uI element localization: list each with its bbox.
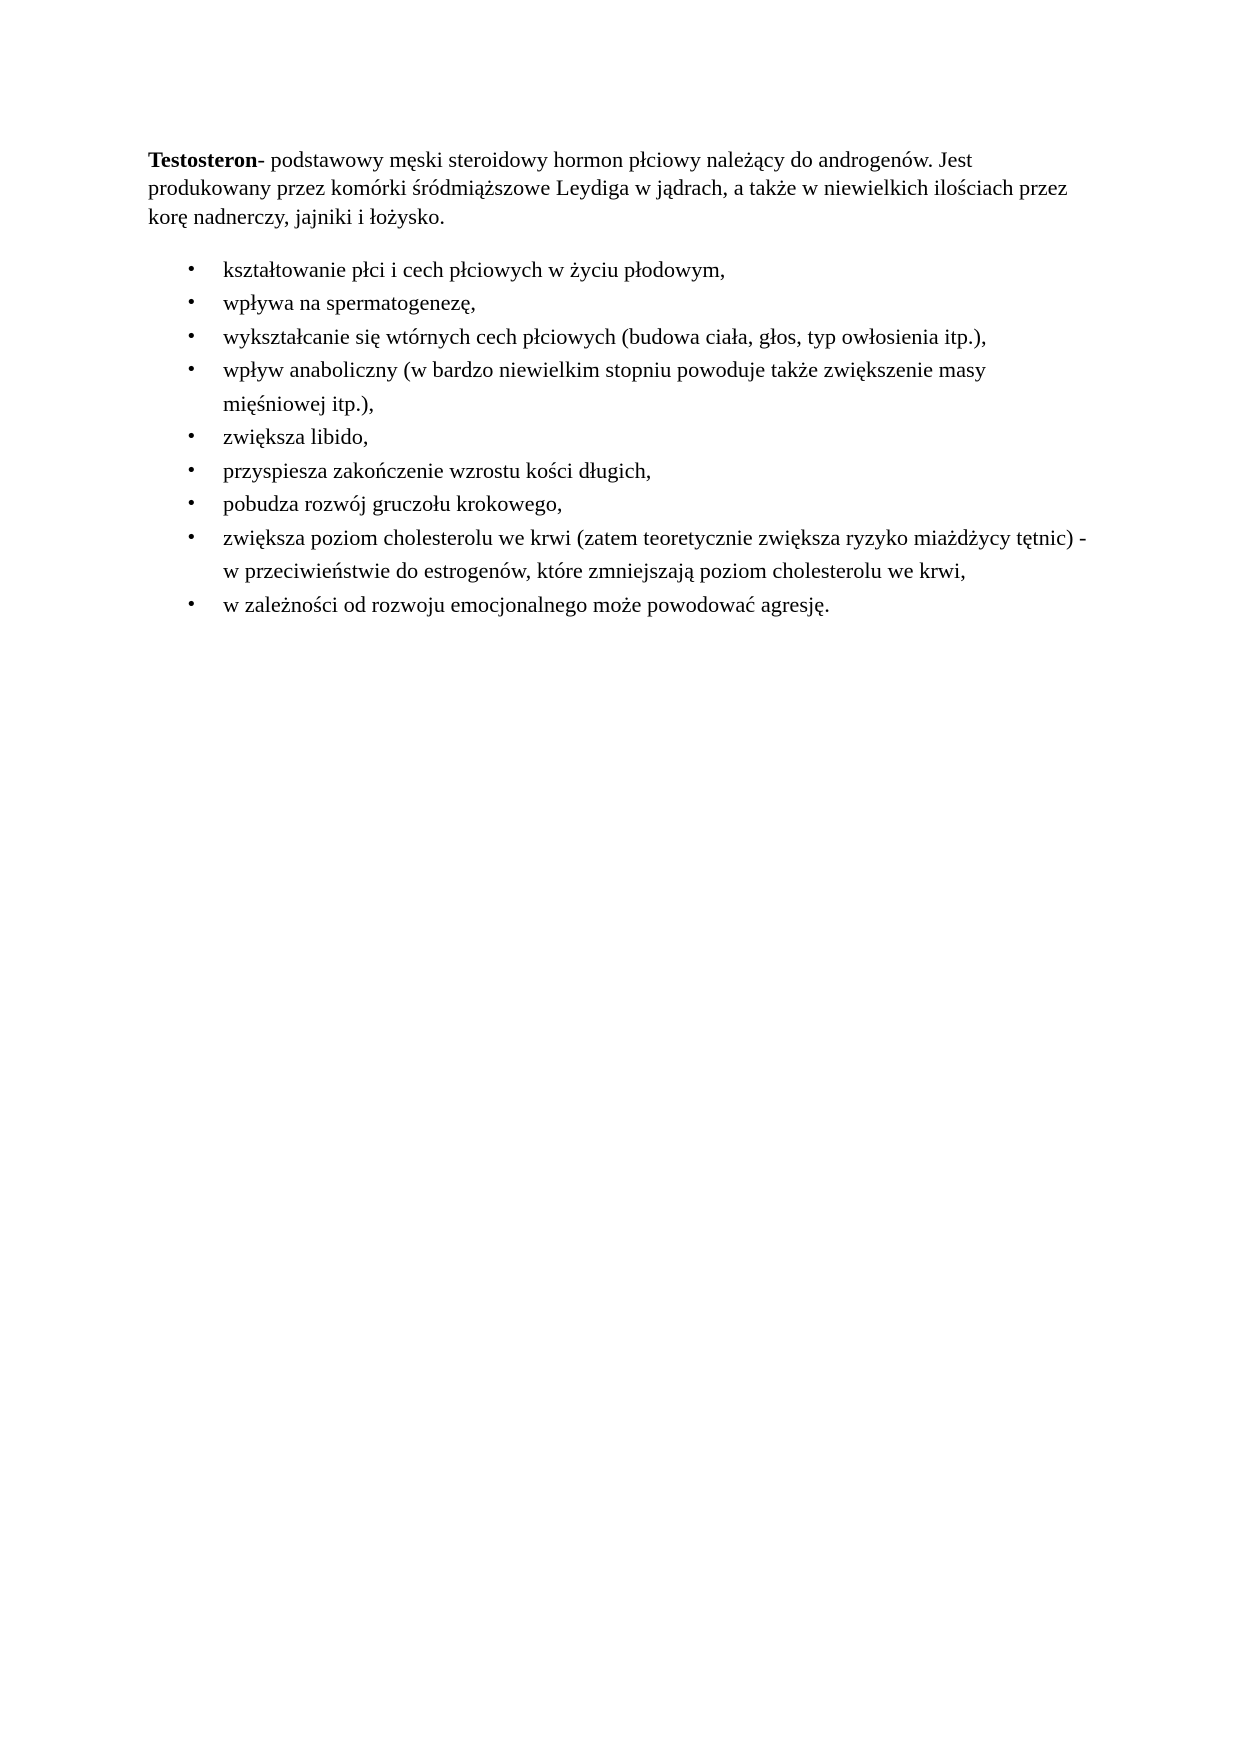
intro-paragraph — [148, 146, 1093, 231]
bullet-icon: • — [186, 593, 197, 615]
list-item — [148, 353, 1093, 420]
bullet-icon: • — [186, 526, 197, 548]
list-item — [148, 588, 1093, 622]
list-item — [148, 320, 1093, 354]
intro-term: Testosteron — [148, 147, 258, 172]
function-list — [148, 253, 1093, 622]
list-item — [148, 487, 1093, 521]
list-item-text: zwiększa poziom cholesterolu we krwi (zatem teoretycznie zwiększa ryzyko miażdżycy tętnic) - w przeciwieństwie do estrogenów, które zmniejszają poziom cholesterolu we krwi, — [223, 524, 1087, 584]
bullet-icon: • — [186, 359, 197, 381]
list-item-text: wykształcanie się wtórnych cech płciowych (budowa ciała, głos, typ owłosienia itp.), — [223, 323, 987, 349]
list-item — [148, 253, 1093, 287]
list-item-text: pobudza rozwój gruczołu krokowego, — [223, 491, 563, 517]
list-item-text: w zależności od rozwoju emocjonalnego może powodować agresję. — [223, 591, 830, 617]
list-item — [148, 286, 1093, 320]
document-body — [148, 146, 1093, 621]
list-item-text: wpływa na spermatogenezę, — [223, 290, 477, 316]
list-item-text: wpływ anaboliczny (w bardzo niewielkim stopniu powoduje także zwiększenie masy mięśniowej itp.), — [223, 357, 986, 416]
list-item — [148, 521, 1093, 588]
list-item — [148, 454, 1093, 488]
bullet-icon: • — [186, 258, 197, 280]
bullet-icon: • — [186, 493, 197, 515]
bullet-icon: • — [186, 426, 197, 448]
bullet-icon: • — [186, 459, 197, 481]
bullet-icon: • — [186, 325, 197, 347]
list-item-text: przyspiesza zakończenie wzrostu kości długich, — [223, 457, 652, 483]
list-item — [148, 420, 1093, 454]
intro-text: - podstawowy męski steroidowy hormon płciowy należący do androgenów. Jest produkowany przez komórki śródmiąższowe Leydiga w jądrach, a także w niewielkich ilościach przez korę nadnerczy, jajniki i łożysko. — [148, 147, 1068, 229]
list-item-text: zwiększa libido, — [223, 424, 369, 450]
bullet-icon: • — [186, 292, 197, 314]
list-item-text: kształtowanie płci i cech płciowych w życiu płodowym, — [223, 256, 726, 282]
